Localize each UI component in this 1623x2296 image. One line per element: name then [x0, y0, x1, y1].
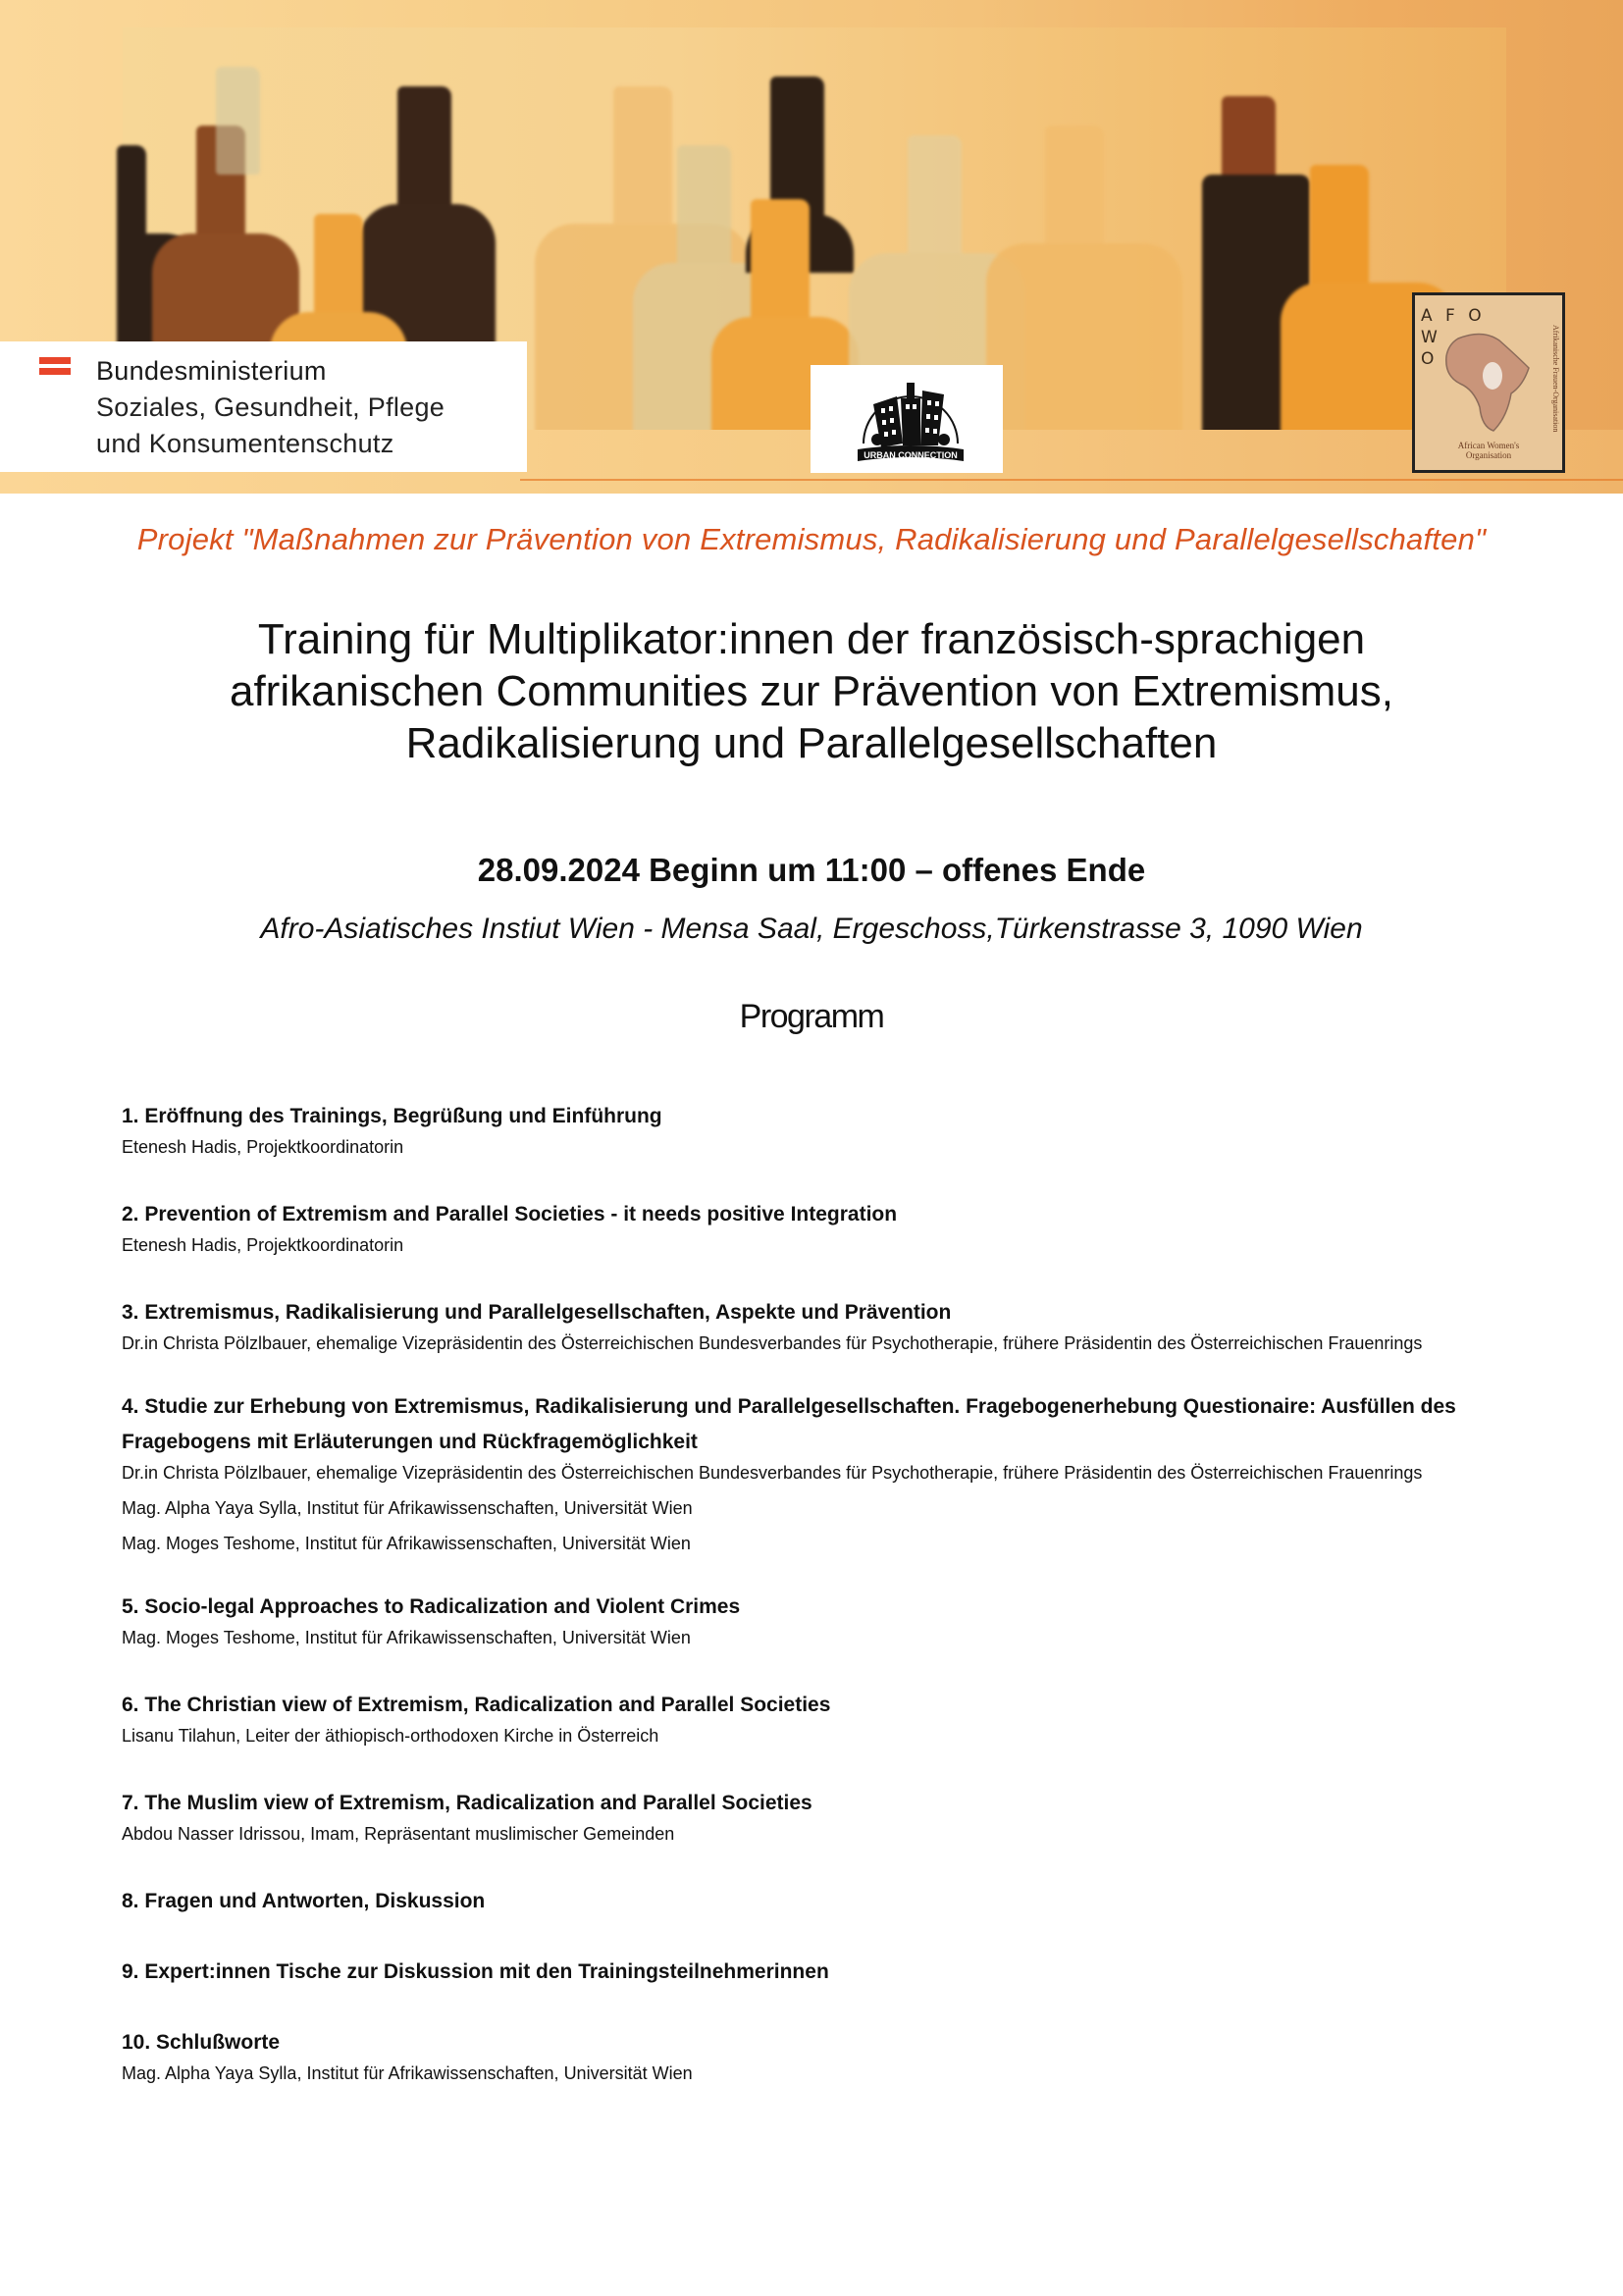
event-date-time: 28.09.2024 Beginn um 11:00 – offenes Ende: [477, 852, 1146, 888]
agenda-item-speaker: Abdou Nasser Idrissou, Imam, Repräsentant muslimischer Gemeinden: [122, 1824, 675, 1844]
agenda-item: [122, 1955, 1535, 1990]
agenda-item-title: 9. Expert:innen Tische zur Diskussion mit den Trainingsteilnehmerinnen: [122, 1960, 829, 1983]
agenda-list: [122, 1099, 1535, 2084]
agenda-item-speaker: Etenesh Hadis, Projektkoordinatorin: [122, 1137, 404, 1157]
page-title: [79, 613, 1544, 769]
afo-side-text: Afrikanische Frauen-Organisation: [1551, 325, 1560, 433]
agenda-item-title: 3. Extremismus, Radikalisierung und Parallelgesellschaften, Aspekte und Prävention: [122, 1301, 952, 1324]
title-line-1: Training für Multiplikator:innen der französisch-sprachigen: [257, 615, 1366, 663]
agenda-item: [122, 1590, 1535, 1648]
agenda-item-speaker: Mag. Moges Teshome, Institut für Afrikawissenschaften, Universität Wien: [122, 1628, 691, 1647]
agenda-item-speaker: Etenesh Hadis, Projektkoordinatorin: [122, 1235, 404, 1255]
african-womens-organisation-logo: [1412, 292, 1565, 473]
agenda-item: [122, 1099, 1535, 1158]
agenda-item: [122, 1786, 1535, 1845]
agenda-item-title: 1. Eröffnung des Trainings, Begrüßung und Einführung: [122, 1105, 662, 1127]
agenda-item: [122, 1295, 1535, 1354]
title-line-2: afrikanischen Communities zur Prävention von Extremismus,: [229, 667, 1393, 715]
programm-heading: Programm: [739, 998, 884, 1035]
agenda-item-title: 10. Schlußworte: [122, 2031, 281, 2054]
agenda-item-title: 8. Fragen und Antworten, Diskussion: [122, 1890, 486, 1912]
banner-rule: [520, 479, 1623, 481]
agenda-item-speaker: Mag. Alpha Yaya Sylla, Institut für Afrikawissenschaften, Universität Wien: [122, 1498, 693, 1518]
afo-letters: A F O W O: [1421, 306, 1486, 369]
ministry-name: [96, 353, 445, 462]
silhouette: [986, 126, 1182, 440]
urban-connection-logo: [811, 365, 1003, 473]
agenda-item-speaker: Lisanu Tilahun, Leiter der äthiopisch-orthodoxen Kirche in Österreich: [122, 1726, 659, 1746]
ministry-line-3: und Konsumentenschutz: [96, 429, 394, 458]
agenda-item: [122, 2025, 1535, 2084]
agenda-item: [122, 1884, 1535, 1919]
agenda-item-title: 5. Socio-legal Approaches to Radicalization and Violent Crimes: [122, 1595, 741, 1618]
agenda-item: [122, 1688, 1535, 1747]
austrian-flag-icon: [39, 357, 71, 375]
title-line-3: Radikalisierung und Parallelgesellschaften: [405, 719, 1218, 767]
agenda-item-title: 7. The Muslim view of Extremism, Radicalization and Parallel Societies: [122, 1792, 812, 1814]
agenda-item-title: 4. Studie zur Erhebung von Extremismus, Radikalisierung und Parallelgesellschaften. Fragebogenerhebung Questionaire: Ausfüllen des Fragebogens mit Erläuterungen und Rückfragemöglichkeit: [122, 1395, 1456, 1453]
agenda-item-speaker: Dr.in Christa Pölzlbauer, ehemalige Vizepräsidentin des Österreichischen Bundesverbandes für Psychotherapie, frühere Präsidentin des Österreichischen Frauenrings: [122, 1463, 1423, 1483]
agenda-item-speaker: Dr.in Christa Pölzlbauer, ehemalige Vizepräsidentin des Österreichischen Bundesverbandes für Psychotherapie, frühere Präsidentin des Österreichischen Frauenrings: [122, 1333, 1423, 1353]
afo-caption: African Women's Organisation: [1457, 441, 1520, 460]
agenda-item-speaker: Mag. Moges Teshome, Institut für Afrikawissenschaften, Universität Wien: [122, 1534, 691, 1553]
agenda-item-speaker: Mag. Alpha Yaya Sylla, Institut für Afrikawissenschaften, Universität Wien: [122, 2063, 693, 2083]
urban-connection-buildings-icon: [852, 375, 969, 465]
ministry-line-2: Soziales, Gesundheit, Pflege: [96, 392, 445, 422]
agenda-item-title: 2. Prevention of Extremism and Parallel Societies - it needs positive Integration: [122, 1203, 898, 1226]
agenda-item: [122, 1197, 1535, 1256]
agenda-item-title: 6. The Christian view of Extremism, Radicalization and Parallel Societies: [122, 1694, 831, 1716]
ministry-line-1: Bundesministerium: [96, 356, 327, 386]
agenda-item: [122, 1389, 1535, 1554]
event-venue: Afro-Asiatisches Instiut Wien - Mensa Saal, Ergeschoss,Türkenstrasse 3, 1090 Wien: [260, 913, 1363, 945]
urban-connection-label: URBAN CONNECTION: [864, 450, 958, 460]
africa-map-icon: [1439, 329, 1537, 437]
project-subtitle: Projekt "Maßnahmen zur Prävention von Extremismus, Radikalisierung und Parallelgesellschaften": [136, 522, 1487, 556]
